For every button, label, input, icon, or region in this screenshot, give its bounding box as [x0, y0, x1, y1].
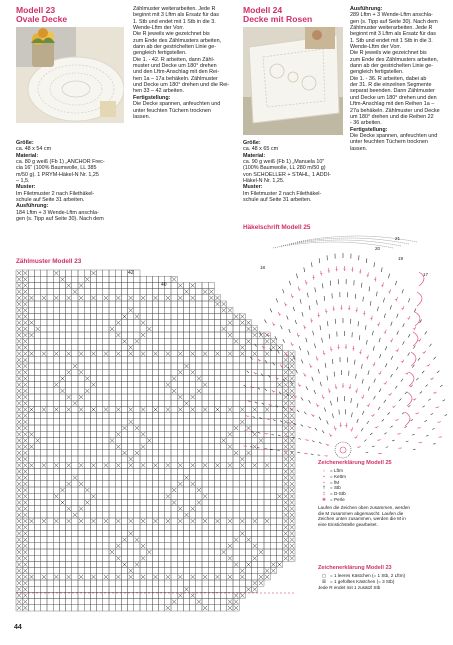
execution-line: dann ab der gestrichelten Linie ge-: [350, 63, 448, 69]
execution-line: gen (s. Tipp auf Seite 30). Nach dem: [16, 216, 128, 222]
finishing-label: Fertigstellung:: [350, 127, 448, 133]
pattern-line: schule auf Seite 31 arbeiten.: [243, 197, 347, 203]
model-24-execution: [350, 6, 448, 152]
execution-line: 27a behäkeln. Zählmuster und Decke: [350, 108, 448, 114]
round-label: 21: [395, 236, 400, 241]
round-label: 20: [375, 246, 380, 251]
execution-line: gen (s. Tipp auf Seite 30). Nach dem: [350, 19, 448, 25]
model-23-number: Modell 23: [16, 6, 67, 15]
material-label: Material:: [243, 153, 347, 159]
execution-line: 1. Stb und endet mit 1 Stb in die 3.: [350, 38, 448, 44]
finishing-label: Fertigstellung:: [133, 95, 236, 101]
pattern-line: Im Filetmuster 2 nach Filethäkel-: [243, 191, 347, 197]
model-24-name: Decke mit Rosen: [243, 15, 312, 24]
legend-text: = Lftm: [330, 468, 343, 473]
single-crochet-icon: +: [318, 480, 330, 486]
execution-line: 289 Lftm + 3 Wende-Lftm anschla-: [350, 12, 448, 18]
pattern-label: Muster:: [243, 184, 347, 190]
legend-23-title: Zeichenerklärung Modell 23: [318, 565, 448, 571]
chart-23-title: Zählmuster Modell 23: [16, 258, 81, 265]
execution-line: und Decke um 180° drehen und den: [350, 95, 448, 101]
material-line: m/50 g). 1 PRYM-Häkel-N Nr. 1,25: [16, 172, 128, 178]
execution-line: 184 Lftm + 3 Wende-Lftm anschla-: [16, 210, 128, 216]
instruction-line: 1. Stb und endet mit 1 Stb in die 3.: [133, 19, 236, 25]
slip-stitch-icon: •: [318, 474, 330, 480]
pattern-label: Muster:: [16, 184, 128, 190]
material-line: von SCHOELLER + STAHL, 1 ADDI-: [243, 172, 347, 178]
size-label: Größe:: [243, 140, 347, 146]
material-line: ca. 90 g weiß (Fb 1) „Manuela 10": [243, 159, 347, 165]
doily-oval-photo: [16, 27, 124, 123]
execution-line: Zählmuster weiterarbeiten. Jede R: [350, 25, 448, 31]
instruction-line: und den Lftm-Anschlag mit den Rei-: [133, 69, 236, 75]
legend-text: = Kettm: [330, 474, 346, 479]
legend-text: = D-Stb: [330, 491, 346, 496]
pattern-line: Im Filetmuster 2 nach Filethäkel-: [16, 191, 128, 197]
execution-line: beginnt mit 3 Lftm als Ersatz für das: [350, 31, 448, 37]
model-24-instructions: [243, 140, 347, 203]
double-crochet-icon: †: [318, 485, 330, 491]
legend-text: = fM: [330, 480, 339, 485]
legend-item: [318, 497, 448, 503]
execution-line: Die 1. - 36. R arbeiten, dabei ab: [350, 76, 448, 82]
row-label-42: 42: [128, 270, 134, 276]
crochet-chart-title: Häkelschrift Modell 25: [243, 224, 310, 231]
instruction-line: und Decke um 180° drehen und die Rei-: [133, 82, 236, 88]
filled-square-icon: ☒: [318, 579, 330, 585]
legend-note-line: die M zusammen abgemascht. Laufen die: [318, 511, 448, 517]
model-23-title: [16, 6, 67, 25]
legend-note-line: Laufen die Zeichen oben zusammen, werden: [318, 505, 448, 511]
legend-text: = Perle: [330, 497, 345, 502]
legend-25: [318, 460, 448, 528]
legend-text: = 1 gefülltes Kästchen (= 3 Stb): [330, 579, 394, 584]
execution-line: der 31. R die einzelnen Segmente: [350, 82, 448, 88]
round-label: 19: [398, 256, 403, 261]
material-line: – 1,5.: [16, 178, 128, 184]
legend-23: [318, 565, 448, 590]
instruction-line: Zählmuster weiterarbeiten. Jede R: [133, 6, 236, 12]
legend-25-note: [318, 505, 448, 528]
row-label-40: 40: [161, 282, 167, 288]
material-line: Häkel-N Nr. 1,25.: [243, 178, 347, 184]
finishing-line: Die Decke spannen, anfeuchten und: [350, 133, 448, 139]
legend-25-items: [318, 468, 448, 503]
execution-line: zum Ende des Zählmusters arbeiten,: [350, 57, 448, 63]
legend-23-items: [318, 573, 448, 590]
instruction-line: Die R jeweils wie gezeichnet bis: [133, 31, 236, 37]
model-24-title: [243, 6, 312, 25]
execution-line: - 36 arbeiten.: [350, 120, 448, 126]
empty-square-icon: ▢: [318, 573, 330, 579]
execution-line: separat beenden. Dann Zählmuster: [350, 88, 448, 94]
size-value: ca. 48 x 54 cm: [16, 146, 128, 152]
crochet-fan: [243, 236, 447, 458]
instruction-line: zum Ende des Zählmusters arbeiten,: [133, 38, 236, 44]
instruction-line: Wende-Lftm der Vorr.: [133, 25, 236, 31]
legend-note: Jede R endet mit 1 zusätzl Stb: [318, 585, 448, 591]
execution-label: Ausführung:: [350, 6, 448, 12]
chain-stitch-icon: ○: [318, 468, 330, 474]
execution-line: Die R jeweils wie gezeichnet bis: [350, 50, 448, 56]
legend-note-line: eine Einstichstelle gearbeitet.: [318, 522, 448, 528]
finishing-line: lassen.: [350, 146, 448, 152]
material-line: cia 16" (100% Baumwolle, LL 385: [16, 165, 128, 171]
legend-note-line: Zeichen unten zusammen, werden die M in: [318, 516, 448, 522]
model-23-instructions-cont: [133, 6, 236, 120]
instruction-line: hen 33 – 42 arbeiten.: [133, 88, 236, 94]
execution-line: um 180° drehen und die Reihen 22: [350, 114, 448, 120]
model-23-name: Ovale Decke: [16, 15, 67, 24]
material-label: Material:: [16, 153, 128, 159]
execution-label: Ausführung:: [16, 203, 128, 209]
instruction-line: dann ab der gestrichelten Linie ge-: [133, 44, 236, 50]
legend-text: = Stb: [330, 485, 341, 490]
instruction-line: Die 1. - 42. R arbeiten, dann Zähl-: [133, 57, 236, 63]
page-number: 44: [14, 624, 22, 631]
instruction-line: muster und Decke um 180° drehen: [133, 63, 236, 69]
instruction-line: gengleich fertigstellen.: [133, 50, 236, 56]
crochet-chart-25: [243, 232, 448, 472]
doily-roses-photo: [243, 27, 343, 135]
finishing-line: unter feuchten Tüchern trocknen: [133, 108, 236, 114]
material-line: (100% Baumwolle, LL 280 m/50 g): [243, 165, 347, 171]
instruction-line: hen 1a – 17a behäkeln. Zählmuster: [133, 76, 236, 82]
model-23-instructions: [16, 140, 128, 222]
round-label: 18: [260, 265, 265, 270]
finishing-line: lassen.: [133, 114, 236, 120]
model-24-number: Modell 24: [243, 6, 312, 15]
execution-line: Lftm-Anschlag mit den Reihen 1a –: [350, 101, 448, 107]
legend-text: = 1 leeres Kästchen (= 1 Stb, 2 Lftm): [330, 573, 405, 578]
round-label: 17: [423, 272, 428, 277]
legend-25-title: Zeichenerklärung Modell 25: [318, 460, 448, 466]
execution-line: gengleich fertigstellen.: [350, 69, 448, 75]
size-value: ca. 48 x 65 cm: [243, 146, 347, 152]
treble-crochet-icon: ‡: [318, 491, 330, 497]
material-line: ca. 80 g weiß (Fb 1) „ANCHOR Frec-: [16, 159, 128, 165]
execution-line: Wende-Lftm der Vorr.: [350, 44, 448, 50]
pattern-line: schule auf Seite 31 arbeiten.: [16, 197, 128, 203]
bead-icon: ✱: [318, 497, 330, 503]
finishing-line: Die Decke spannen, anfeuchten und: [133, 101, 236, 107]
instruction-line: beginnt mit 3 Lftm als Ersatz für das: [133, 12, 236, 18]
finishing-line: unter feuchten Tüchern trocknen: [350, 139, 448, 145]
size-label: Größe:: [16, 140, 128, 146]
